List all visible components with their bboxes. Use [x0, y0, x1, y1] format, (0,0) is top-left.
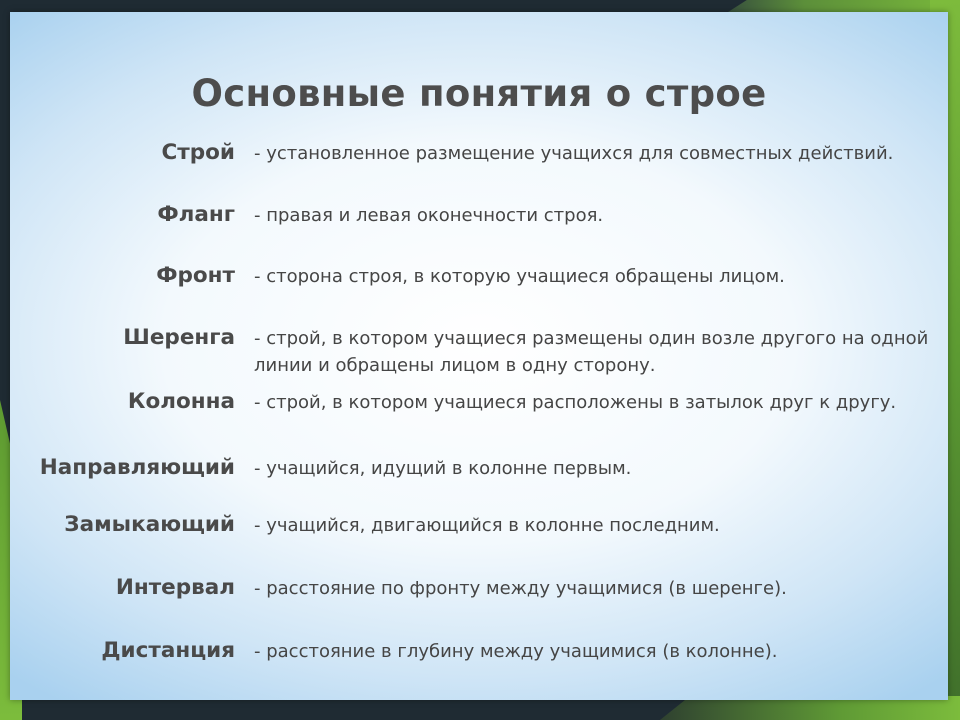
term-definition: - учащийся, идущий в колонне первым.: [254, 458, 632, 479]
term-label: Фланг: [157, 202, 235, 227]
term-definition: - правая и левая оконечности строя.: [254, 205, 604, 226]
slide-title: Основные понятия о строе: [191, 72, 767, 115]
term-label: Интервал: [115, 575, 235, 600]
term-definition: - расстояние по фронту между учащимися (в шеренге).: [254, 578, 787, 599]
term-definition: - установленное размещение учащихся для совместных действий.: [254, 143, 894, 164]
term-label: Шеренга: [123, 325, 235, 350]
term-definition: - сторона строя, в которую учащиеся обращены лицом.: [254, 266, 785, 287]
term-label: Дистанция: [101, 638, 235, 663]
slide: [10, 12, 948, 700]
term-definition: - расстояние в глубину между учащимися (в колонне).: [254, 641, 778, 662]
term-label: Строй: [161, 140, 235, 165]
term-label: Замыкающий: [64, 512, 235, 537]
term-label: Направляющий: [39, 455, 235, 480]
term-label: Колонна: [127, 389, 235, 414]
term-definition: - строй, в котором учащиеся размещены один возле другого на одной линии и обращены лицом в одну сторону.: [254, 328, 929, 376]
term-label: Фронт: [156, 263, 235, 288]
term-definition: - учащийся, двигающийся в колонне последним.: [254, 515, 720, 536]
term-definition: - строй, в котором учащиеся расположены в затылок друг к другу.: [254, 392, 897, 413]
